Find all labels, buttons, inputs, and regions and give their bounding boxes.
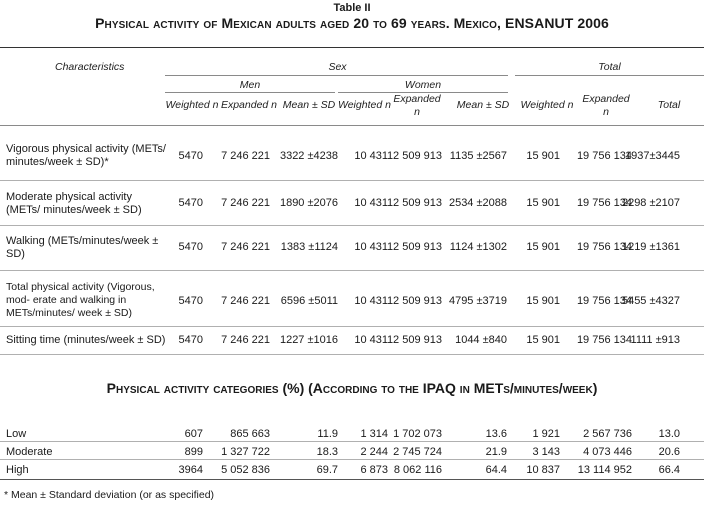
row-divider bbox=[0, 180, 704, 181]
category-cell-women-value: 13.6 bbox=[485, 428, 507, 440]
category-cell-women-weighted: 2 244 bbox=[360, 446, 388, 458]
category-cell-men-value: 11.9 bbox=[317, 428, 338, 440]
cell-women-weighted: 10 431 bbox=[354, 241, 388, 253]
cell-total-expanded: 19 756 134 bbox=[576, 334, 632, 346]
category-cell-total-expanded: 2 567 736 bbox=[583, 428, 632, 440]
col-men-expanded: Expanded n bbox=[220, 99, 278, 111]
cell-total-weighted: 15 901 bbox=[526, 150, 560, 162]
cell-men-value: 1227 ±1016 bbox=[279, 334, 338, 346]
category-cell-men-expanded: 5 052 836 bbox=[221, 464, 270, 476]
category-cell-men-expanded: 1 327 722 bbox=[221, 446, 270, 458]
cell-men-weighted: 5470 bbox=[178, 197, 203, 209]
category-cell-women-value: 64.4 bbox=[485, 464, 507, 476]
cell-total-expanded: 19 756 134 bbox=[576, 197, 632, 209]
cell-total-weighted: 15 901 bbox=[526, 295, 560, 307]
category-cell-men-weighted: 3964 bbox=[178, 464, 203, 476]
cell-women-weighted: 10 431 bbox=[354, 197, 388, 209]
row-divider bbox=[0, 225, 704, 226]
cell-women-value: 2534 ±2088 bbox=[448, 197, 507, 209]
row-divider bbox=[0, 441, 704, 442]
cell-total-weighted: 15 901 bbox=[526, 334, 560, 346]
cell-women-expanded: 12 509 913 bbox=[386, 241, 442, 253]
cell-men-expanded: 7 246 221 bbox=[221, 334, 270, 346]
cell-women-value: 1135 ±2567 bbox=[449, 150, 507, 162]
cell-men-value: 3322 ±4238 bbox=[279, 150, 338, 162]
cell-women-expanded: 12 509 913 bbox=[386, 197, 442, 209]
category-cell-total-value: 20.6 bbox=[658, 446, 680, 458]
category-cell-total-weighted: 1 921 bbox=[532, 428, 560, 440]
category-cell-total-expanded: 13 114 952 bbox=[577, 464, 632, 476]
cell-men-expanded: 7 246 221 bbox=[221, 150, 270, 162]
cell-total-expanded: 19 756 134 bbox=[576, 150, 632, 162]
cell-men-expanded: 7 246 221 bbox=[221, 241, 270, 253]
cell-men-weighted: 5470 bbox=[178, 150, 203, 162]
cell-women-expanded: 12 509 913 bbox=[386, 295, 442, 307]
cell-total-value: 1111 ±913 bbox=[630, 334, 680, 346]
cell-men-weighted: 5470 bbox=[178, 334, 203, 346]
category-cell-men-weighted: 607 bbox=[184, 428, 203, 440]
category-label-moderate: Moderate bbox=[6, 446, 53, 458]
header-men: Men bbox=[239, 79, 261, 91]
cell-men-weighted: 5470 bbox=[178, 295, 203, 307]
row-divider bbox=[0, 459, 704, 460]
cell-women-weighted: 10 431 bbox=[354, 150, 388, 162]
category-cell-women-expanded: 2 745 724 bbox=[393, 446, 442, 458]
cell-men-expanded: 7 246 221 bbox=[221, 295, 270, 307]
bottom-rule bbox=[0, 479, 704, 480]
cell-total-value: 5455 ±4327 bbox=[621, 295, 680, 307]
cell-total-expanded: 19 756 134 bbox=[576, 241, 632, 253]
category-cell-women-expanded: 8 062 116 bbox=[393, 464, 442, 476]
category-label-high: High bbox=[6, 464, 29, 476]
cell-total-value: 2298 ±2107 bbox=[621, 197, 680, 209]
total-rule bbox=[515, 75, 704, 76]
col-men-weighted: Weighted n bbox=[165, 99, 219, 111]
cell-men-expanded: 7 246 221 bbox=[221, 197, 270, 209]
sex-rule bbox=[165, 75, 508, 76]
category-cell-women-weighted: 6 873 bbox=[360, 464, 388, 476]
row-divider bbox=[0, 326, 704, 327]
cell-women-weighted: 10 431 bbox=[354, 295, 388, 307]
cell-women-value: 1124 ±1302 bbox=[449, 241, 507, 253]
row-label-sitting: Sitting time (minutes/week ± SD) bbox=[6, 334, 166, 346]
row-label-vigorous: Vigorous physical activity (METs/ minutes/week ± SD)* bbox=[6, 143, 166, 168]
cell-total-weighted: 15 901 bbox=[526, 241, 560, 253]
cell-women-expanded: 12 509 913 bbox=[386, 334, 442, 346]
row-label-moderate: Moderate physical activity (METs/ minutes/week ± SD) bbox=[6, 191, 142, 216]
col-women-mean: Mean ± SD bbox=[456, 99, 510, 111]
cell-total-value: 1937±3445 bbox=[625, 150, 680, 162]
cell-women-expanded: 12 509 913 bbox=[386, 150, 442, 162]
row-label-total-activity: Total physical activity (Vigorous, mod- erate and walking in METs/minutes/ week ± SD) bbox=[6, 281, 155, 319]
col-men-mean: Mean ± SD bbox=[282, 99, 336, 111]
category-cell-total-weighted: 10 837 bbox=[526, 464, 560, 476]
row-divider bbox=[0, 354, 704, 355]
header-total: Total bbox=[598, 61, 621, 73]
table-label: Table II bbox=[333, 2, 371, 14]
cell-men-value: 1383 ±1124 bbox=[280, 241, 338, 253]
top-rule bbox=[0, 47, 704, 48]
cell-men-value: 6596 ±5011 bbox=[280, 295, 338, 307]
category-cell-total-value: 66.4 bbox=[658, 464, 680, 476]
men-rule bbox=[165, 92, 335, 93]
cell-men-value: 1890 ±2076 bbox=[279, 197, 338, 209]
footnote: * Mean ± Standard deviation (or as specified) bbox=[4, 489, 215, 501]
cell-women-value: 1044 ±840 bbox=[455, 334, 507, 346]
category-cell-women-value: 21.9 bbox=[485, 446, 507, 458]
category-label-low: Low bbox=[6, 428, 27, 440]
header-bottom-rule bbox=[0, 125, 704, 126]
table-title: Physical activity of Mexican adults aged 20 to 69 years. Mexico, ENSANUT 2006 bbox=[95, 15, 609, 31]
cell-total-value: 1219 ±1361 bbox=[621, 241, 680, 253]
row-label-walking: Walking (METs/minutes/week ± SD) bbox=[6, 235, 159, 260]
category-cell-women-weighted: 1 314 bbox=[360, 428, 388, 440]
col-women-expanded: Expanded n bbox=[393, 93, 441, 118]
header-characteristics: Characteristics bbox=[55, 61, 125, 73]
col-women-weighted: Weighted n bbox=[338, 99, 391, 111]
cell-women-weighted: 10 431 bbox=[354, 334, 388, 346]
category-cell-men-weighted: 899 bbox=[184, 446, 203, 458]
col-total-expanded: Expanded n bbox=[582, 93, 630, 118]
header-sex: Sex bbox=[328, 61, 347, 73]
category-cell-men-expanded: 865 663 bbox=[230, 428, 270, 440]
category-cell-total-value: 13.0 bbox=[658, 428, 680, 440]
category-cell-men-value: 18.3 bbox=[316, 446, 338, 458]
cell-total-weighted: 15 901 bbox=[526, 197, 560, 209]
category-cell-men-value: 69.7 bbox=[316, 464, 338, 476]
category-cell-total-weighted: 3 143 bbox=[532, 446, 560, 458]
category-cell-women-expanded: 1 702 073 bbox=[393, 428, 442, 440]
cell-total-expanded: 19 756 134 bbox=[576, 295, 632, 307]
cell-women-value: 4795 ±3719 bbox=[448, 295, 507, 307]
col-total-weighted: Weighted n bbox=[520, 99, 574, 111]
row-divider bbox=[0, 270, 704, 271]
category-cell-total-expanded: 4 073 446 bbox=[583, 446, 632, 458]
header-women: Women bbox=[404, 79, 442, 91]
col-total-total: Total bbox=[657, 99, 681, 111]
cell-men-weighted: 5470 bbox=[178, 241, 203, 253]
section-title: Physical activity categories (%) (According to the IPAQ in METs/minutes/week) bbox=[106, 380, 598, 396]
